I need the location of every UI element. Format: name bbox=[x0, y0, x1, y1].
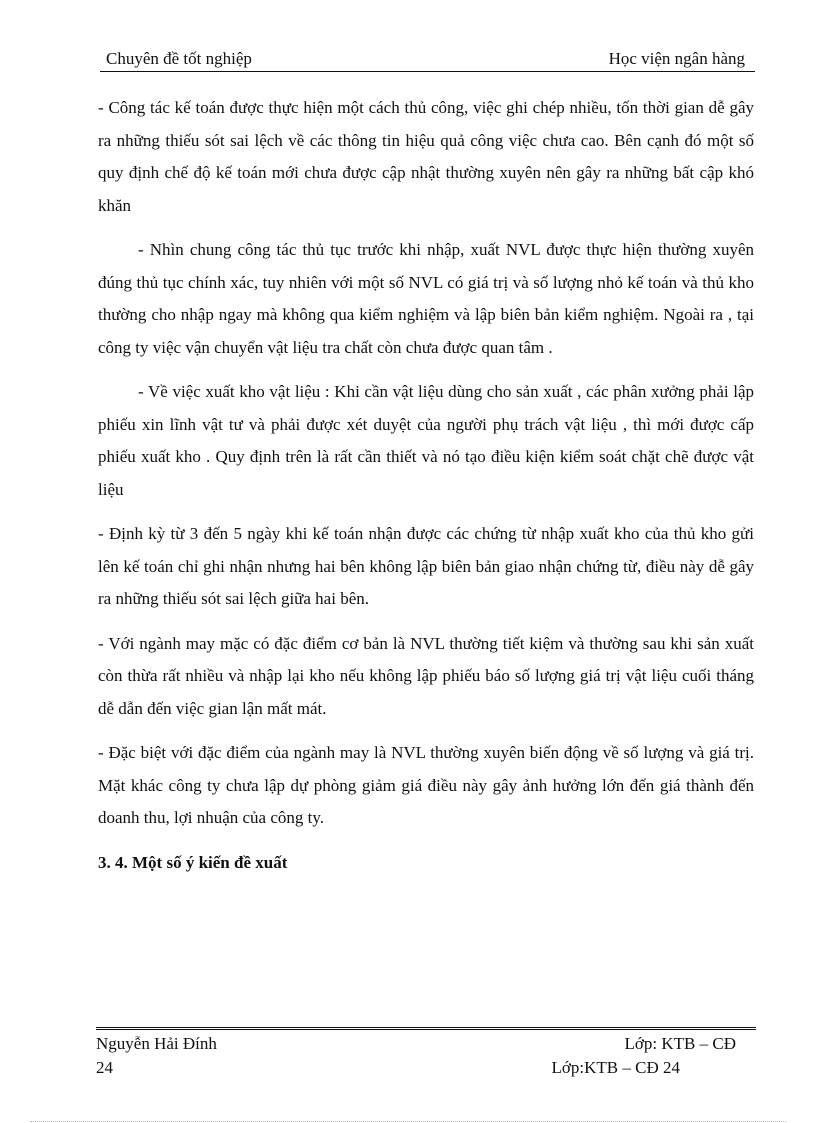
paragraph-periodic-documents: - Định kỳ từ 3 đến 5 ngày khi kế toán nhận được các chứng từ nhập xuất kho của thủ kho gửi lên kế toán chỉ ghi nhận nhưng hai bên không lập biên bản giao nhận chứng từ, điều này dễ gây ra những thiếu sót sai lệch giữa hai bên. bbox=[98, 524, 754, 608]
paragraph-garment-industry: - Với ngành may mặc có đặc điểm cơ bản là NVL thường tiết kiệm và thường sau khi sản xuất còn thừa rất nhiều và nhập lại kho nếu không lập phiếu báo số lượng giá trị vật liệu cuối tháng dễ dẫn đến việc gian lận mất mát. bbox=[98, 633, 754, 718]
paragraph-accounting-manual: - Công tác kế toán được thực hiện một cách thủ công, việc ghi chép nhiều, tốn thời gian dễ gây ra những thiếu sót sai lệch về các thông tin hiệu quả công việc chưa cao. Bên cạnh đó một số quy định chế độ kế toán mới chưa được cập nhật thường xuyên nên gây ra những bất cập khó khăn bbox=[98, 98, 754, 215]
header-rule bbox=[100, 71, 755, 72]
footer-class-page: Lớp:KTB – CĐ 24 bbox=[551, 1058, 680, 1077]
document-body bbox=[98, 92, 754, 879]
header-document-type: Chuyên đề tốt nghiệp bbox=[106, 49, 252, 68]
page-header bbox=[100, 48, 755, 70]
paragraph-material-fluctuation: - Đặc biệt với đặc điểm của ngành may là NVL thường xuyên biến động về số lượng và giá trị. Mặt khác công ty chưa lập dự phòng giảm giá điều này gây ảnh hưởng lớn đến giá thành đến doanh thu, lợi nhuận của công ty. bbox=[98, 743, 754, 827]
footer-author: Nguyễn Hải Đính bbox=[96, 1034, 217, 1053]
footer-class: Lớp: KTB – CĐ bbox=[624, 1034, 736, 1053]
paragraph-material-issuance: - Về việc xuất kho vật liệu : Khi cần vật liệu dùng cho sản xuất , các phân xưởng phải lập phiếu xin lĩnh vật tư và phải được xét duyệt của người phụ trách vật liệu , thì mới được cấp phiếu xuất kho . Quy định trên là rất cần thiết và nó tạo điều kiện kiểm soát chặt chẽ được vật liệu bbox=[98, 382, 754, 499]
footer-rule bbox=[96, 1027, 756, 1030]
header-institution: Học viện ngân hàng bbox=[608, 49, 745, 68]
paragraph-import-export-procedures: - Nhìn chung công tác thủ tục trước khi nhập, xuất NVL được thực hiện thường xuyên đúng thủ tục chính xác, tuy nhiên với một số NVL có giá trị và số lượng nhỏ kế toán và thủ kho thường cho nhập ngay mà không qua kiểm nghiệm và lập biên bản kiểm nghiệm. Ngoài ra , tại công ty việc vận chuyển vật liệu tra chất còn chưa được quan tâm . bbox=[98, 240, 754, 357]
page-bottom-border bbox=[30, 1121, 786, 1122]
page-number: 24 bbox=[96, 1058, 113, 1077]
section-heading: 3. 4. Một số ý kiến đề xuất bbox=[98, 852, 288, 872]
